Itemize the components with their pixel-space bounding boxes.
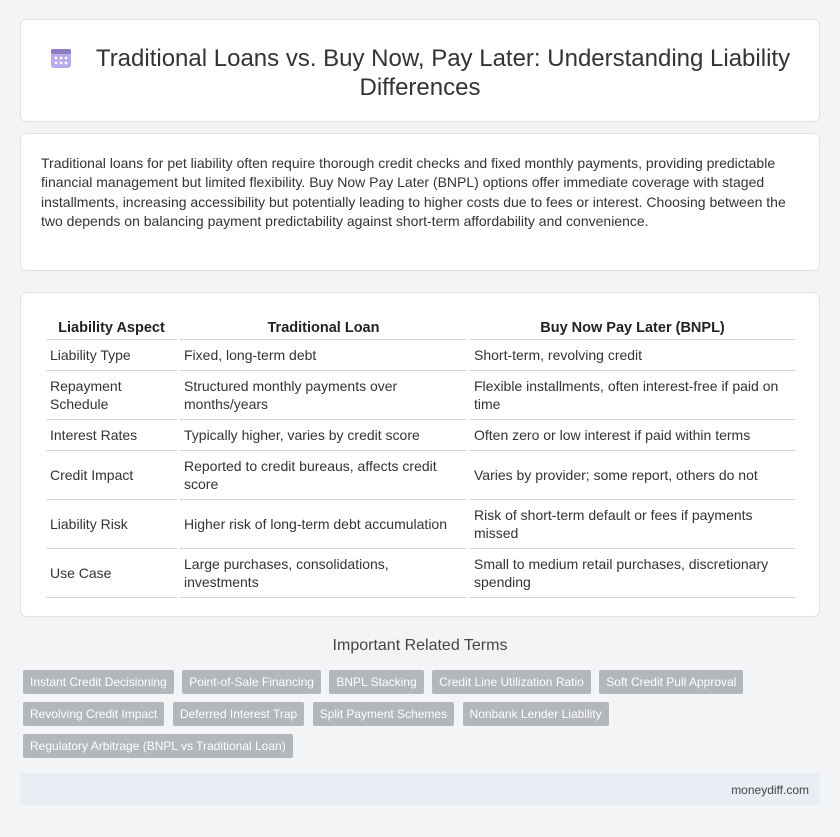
page-title: Traditional Loans vs. Buy Now, Pay Later: Understanding Liability Differences [95, 45, 791, 101]
table-cell: Higher risk of long-term debt accumulation [180, 500, 467, 549]
table-cell: Fixed, long-term debt [180, 340, 467, 371]
footer [20, 773, 820, 805]
column-header-traditional: Traditional Loan [180, 314, 467, 340]
table-cell: Varies by provider; some report, others do not [470, 451, 795, 500]
table-header-row [46, 314, 795, 340]
related-term-tag[interactable]: Split Payment Schemes [313, 702, 454, 726]
related-term-tag[interactable]: Instant Credit Decisioning [23, 670, 174, 694]
table-cell: Structured monthly payments over months/years [180, 371, 467, 420]
related-term-tag[interactable]: Soft Credit Pull Approval [599, 670, 743, 694]
table-cell: Risk of short-term default or fees if payments missed [470, 500, 795, 549]
table-row [46, 549, 795, 598]
table-row [46, 420, 795, 451]
comparison-table [43, 314, 798, 598]
table-cell: Interest Rates [46, 420, 177, 451]
footer-site-link[interactable]: moneydiff.com [731, 783, 809, 797]
related-term-tag[interactable]: Deferred Interest Trap [173, 702, 304, 726]
related-term-tag[interactable]: Nonbank Lender Liability [463, 702, 609, 726]
column-header-bnpl: Buy Now Pay Later (BNPL) [470, 314, 795, 340]
table-row [46, 340, 795, 371]
table-row [46, 451, 795, 500]
table-cell: Reported to credit bureaus, affects credit score [180, 451, 467, 500]
table-cell: Often zero or low interest if paid within terms [470, 420, 795, 451]
related-term-tag[interactable]: Regulatory Arbitrage (BNPL vs Traditional Loan) [23, 734, 293, 758]
intro-card [20, 133, 820, 271]
calendar-icon [50, 47, 72, 69]
column-header-aspect: Liability Aspect [46, 314, 177, 340]
table-cell: Large purchases, consolidations, investments [180, 549, 467, 598]
related-terms-tags [23, 670, 803, 766]
related-term-tag[interactable]: BNPL Stacking [329, 670, 423, 694]
table-cell: Short-term, revolving credit [470, 340, 795, 371]
table-cell: Typically higher, varies by credit score [180, 420, 467, 451]
related-term-tag[interactable]: Point-of-Sale Financing [182, 670, 321, 694]
related-term-tag[interactable]: Credit Line Utilization Ratio [432, 670, 591, 694]
table-row [46, 371, 795, 420]
table-cell: Liability Risk [46, 500, 177, 549]
table-cell: Small to medium retail purchases, discretionary spending [470, 549, 795, 598]
table-cell: Flexible installments, often interest-free if paid on time [470, 371, 795, 420]
table-cell: Credit Impact [46, 451, 177, 500]
page-title-wrap [41, 44, 799, 102]
header-card [20, 19, 820, 122]
comparison-card [20, 292, 820, 617]
table-cell: Use Case [46, 549, 177, 598]
intro-paragraph: Traditional loans for pet liability often require thorough credit checks and fixed monthly payments, providing predictable financial management but limited flexibility. Buy Now Pay Later (BNPL) options offer immediate coverage with staged installments, increasing accessibility but potentially leading to higher costs due to fees or interest. Choosing between the two depends on balancing payment predictability against short-term affordability and convenience. [41, 155, 786, 230]
related-terms-title: Important Related Terms [332, 637, 508, 654]
table-row [46, 500, 795, 549]
table-cell: Repayment Schedule [46, 371, 177, 420]
related-term-tag[interactable]: Revolving Credit Impact [23, 702, 164, 726]
table-cell: Liability Type [46, 340, 177, 371]
